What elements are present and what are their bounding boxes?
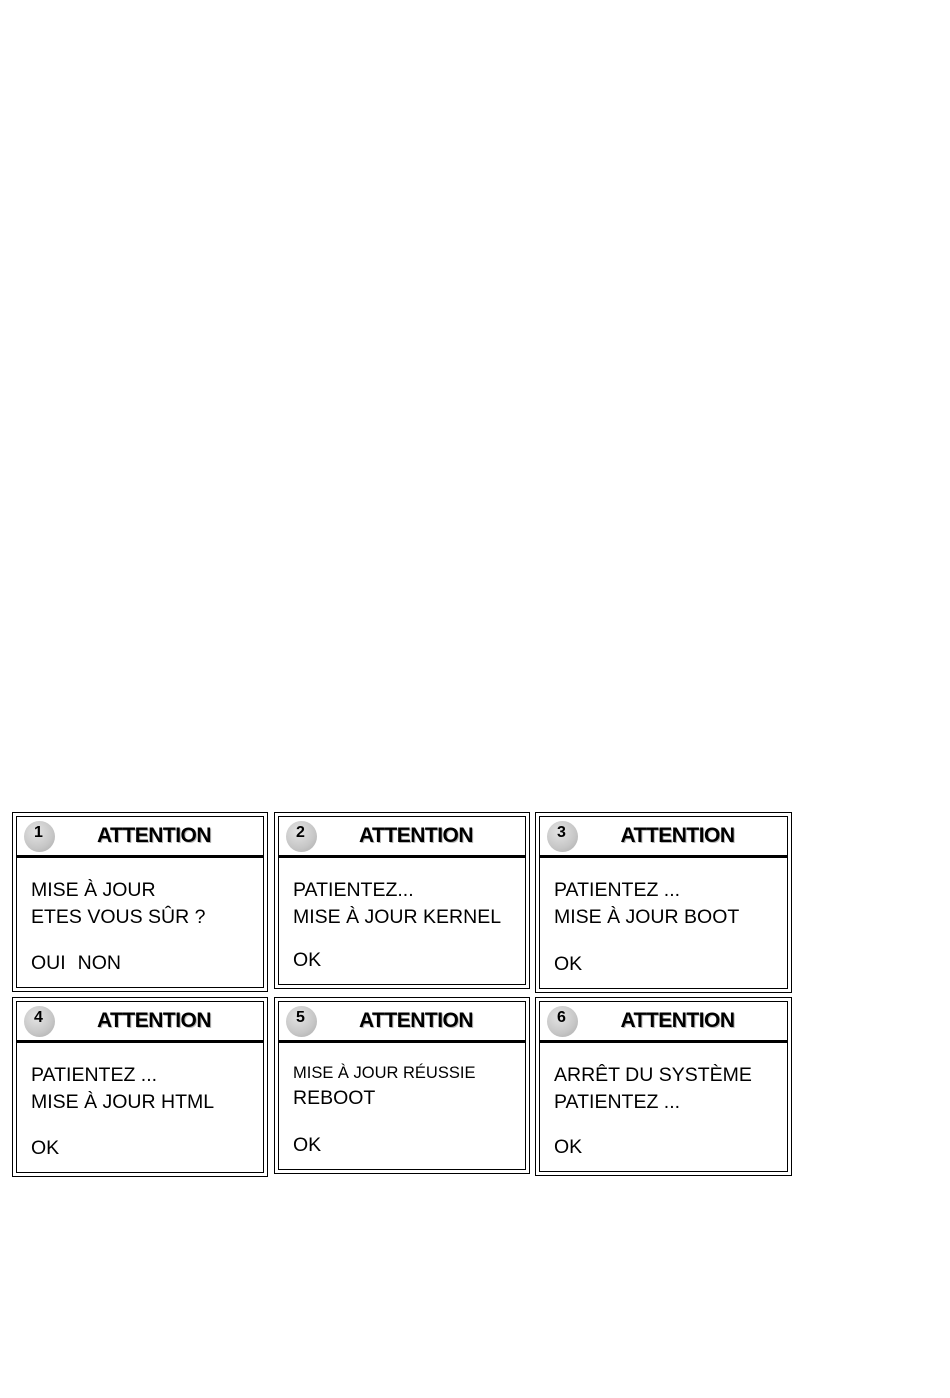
message-line: MISE À JOUR HTML <box>31 1091 215 1113</box>
message-line: ETES VOUS SÛR ? <box>31 906 206 928</box>
dialog-message <box>293 1062 475 1112</box>
dialog-panel-3 <box>535 812 792 993</box>
dialog-title: ATTENTION <box>358 824 474 847</box>
dialog-options <box>554 1136 582 1159</box>
dialog-message <box>31 877 205 931</box>
dialog-message <box>31 1062 214 1116</box>
ok-option[interactable]: OK <box>293 949 322 971</box>
message-line: MISE À JOUR BOOT <box>554 906 740 928</box>
step-number-badge: 5 <box>286 1006 317 1037</box>
dialog-options <box>293 1134 321 1157</box>
step-number-badge: 2 <box>286 821 317 852</box>
message-line: MISE À JOUR <box>31 879 156 901</box>
dialog-options <box>31 952 121 975</box>
step-number-badge: 3 <box>547 821 578 852</box>
dialog-message <box>293 877 501 931</box>
yes-option[interactable]: OUI <box>31 952 66 974</box>
step-number-badge: 4 <box>24 1006 55 1037</box>
step-number-badge: 1 <box>24 821 55 852</box>
dialog-options <box>554 953 582 976</box>
dialog-title: ATTENTION <box>358 1009 474 1032</box>
message-line: REBOOT <box>293 1087 376 1109</box>
dialog-header <box>279 1002 525 1043</box>
dialog-panel-2 <box>274 812 530 989</box>
no-option[interactable]: NON <box>77 952 122 974</box>
dialog-header <box>540 817 787 858</box>
dialog-panel-1 <box>12 812 268 992</box>
dialog-panel-4 <box>12 997 268 1177</box>
dialog-title: ATTENTION <box>96 824 212 847</box>
message-line: PATIENTEZ ... <box>554 879 681 901</box>
message-line: PATIENTEZ... <box>293 879 414 901</box>
ok-option[interactable]: OK <box>554 1136 583 1158</box>
dialog-header <box>540 1002 787 1043</box>
dialog-panel-6 <box>535 997 792 1176</box>
dialog-title: ATTENTION <box>96 1009 212 1032</box>
message-line: ARRÊT DU SYSTÈME <box>554 1064 752 1086</box>
step-number-badge: 6 <box>547 1006 578 1037</box>
message-line: MISE À JOUR KERNEL <box>293 906 502 928</box>
dialog-message <box>554 1062 752 1116</box>
dialog-title: ATTENTION <box>620 824 735 847</box>
message-line: PATIENTEZ ... <box>31 1064 158 1086</box>
dialog-options <box>31 1137 59 1160</box>
dialog-options <box>293 949 321 972</box>
dialog-title: ATTENTION <box>620 1009 735 1032</box>
message-line: PATIENTEZ ... <box>554 1091 681 1113</box>
dialog-panel-5 <box>274 997 530 1174</box>
dialog-header <box>17 1002 263 1043</box>
message-line: MISE À JOUR RÉUSSIE <box>293 1064 476 1082</box>
dialog-message <box>554 877 739 931</box>
dialog-header <box>279 817 525 858</box>
ok-option[interactable]: OK <box>293 1134 322 1156</box>
ok-option[interactable]: OK <box>31 1137 60 1159</box>
ok-option[interactable]: OK <box>554 953 583 975</box>
dialog-header <box>17 817 263 858</box>
